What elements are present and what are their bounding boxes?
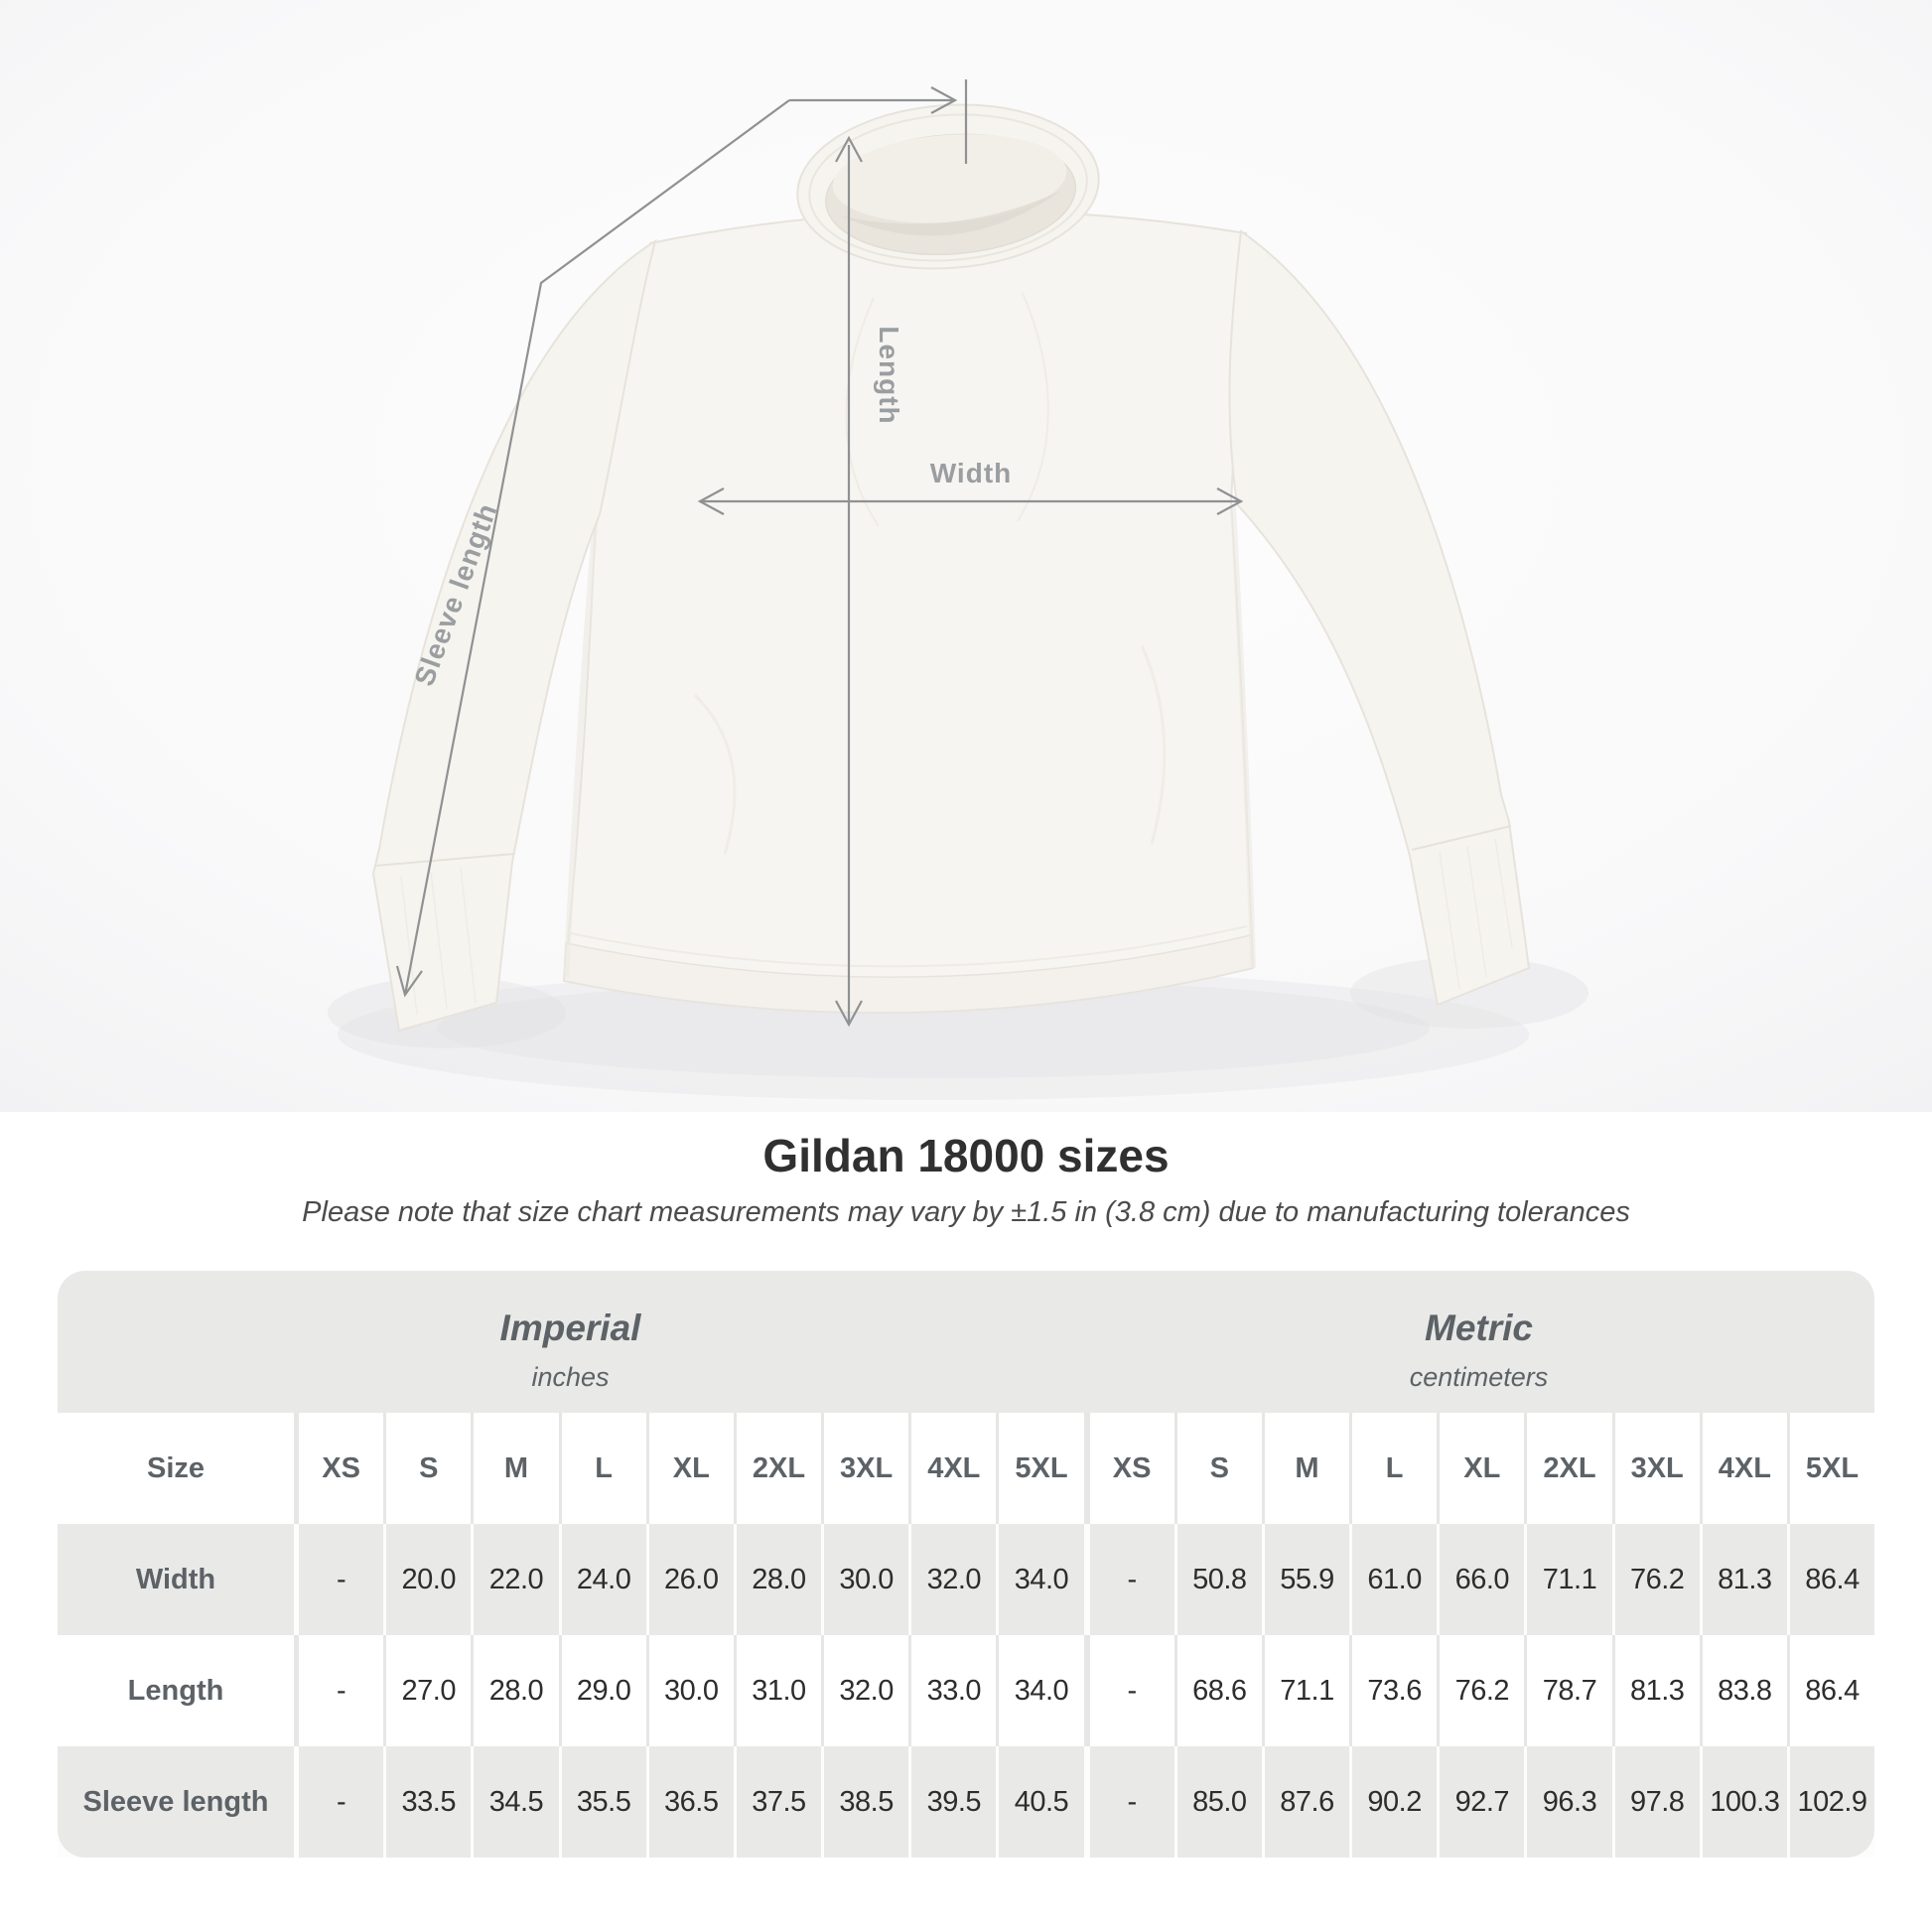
table-cell: 38.5 bbox=[824, 1746, 908, 1858]
table-cell: - bbox=[1090, 1524, 1174, 1635]
heading-section bbox=[0, 1130, 1932, 1229]
size-table bbox=[58, 1271, 1874, 1858]
size-header: 4XL bbox=[1703, 1413, 1787, 1524]
unit-band bbox=[58, 1271, 1874, 1413]
size-header: 3XL bbox=[1615, 1413, 1700, 1524]
table-row-width bbox=[58, 1524, 1874, 1635]
table-cell: 34.5 bbox=[474, 1746, 558, 1858]
row-label: Width bbox=[58, 1524, 294, 1635]
table-cell: 34.0 bbox=[999, 1524, 1083, 1635]
size-header: 4XL bbox=[911, 1413, 996, 1524]
size-header: XS bbox=[299, 1413, 383, 1524]
table-cell: 73.6 bbox=[1352, 1635, 1437, 1746]
table-cell: 100.3 bbox=[1703, 1746, 1787, 1858]
size-header: 3XL bbox=[824, 1413, 908, 1524]
size-header: M bbox=[474, 1413, 558, 1524]
table-cell: - bbox=[1090, 1746, 1174, 1858]
table-cell: 33.0 bbox=[911, 1635, 996, 1746]
size-header: M bbox=[1265, 1413, 1349, 1524]
table-cell: 86.4 bbox=[1790, 1524, 1874, 1635]
size-header: 2XL bbox=[737, 1413, 821, 1524]
table-cell: - bbox=[1090, 1635, 1174, 1746]
table-cell: 83.8 bbox=[1703, 1635, 1787, 1746]
width-label: Width bbox=[929, 458, 1013, 488]
metric-unit: centimeters bbox=[1409, 1362, 1549, 1392]
row-label: Sleeve length bbox=[58, 1746, 294, 1858]
table-cell: 26.0 bbox=[649, 1524, 734, 1635]
table-cell: 32.0 bbox=[824, 1635, 908, 1746]
table-cell: 66.0 bbox=[1440, 1524, 1524, 1635]
size-corner-header: Size bbox=[58, 1413, 294, 1524]
table-cell: 39.5 bbox=[911, 1746, 996, 1858]
table-cell: 30.0 bbox=[824, 1524, 908, 1635]
size-header: L bbox=[562, 1413, 646, 1524]
table-cell: 96.3 bbox=[1527, 1746, 1611, 1858]
table-cell: - bbox=[299, 1746, 383, 1858]
table-cell: 81.3 bbox=[1615, 1635, 1700, 1746]
table-cell: 36.5 bbox=[649, 1746, 734, 1858]
table-cell: 71.1 bbox=[1265, 1635, 1349, 1746]
size-header: 5XL bbox=[999, 1413, 1083, 1524]
table-row-length bbox=[58, 1635, 1874, 1746]
table-row-sleeve-length bbox=[58, 1746, 1874, 1858]
table-cell: 34.0 bbox=[999, 1635, 1083, 1746]
table-cell: 85.0 bbox=[1177, 1746, 1262, 1858]
row-label: Length bbox=[58, 1635, 294, 1746]
table-cell: - bbox=[299, 1524, 383, 1635]
size-header: XS bbox=[1090, 1413, 1174, 1524]
table-cell: 28.0 bbox=[737, 1524, 821, 1635]
table-cell: 87.6 bbox=[1265, 1746, 1349, 1858]
sweatshirt-body bbox=[564, 210, 1253, 1013]
size-header: XL bbox=[649, 1413, 734, 1524]
table-cell: 78.7 bbox=[1527, 1635, 1611, 1746]
size-header: S bbox=[1177, 1413, 1262, 1524]
table-cell: 97.8 bbox=[1615, 1746, 1700, 1858]
table-cell: 71.1 bbox=[1527, 1524, 1611, 1635]
table-cell: 86.4 bbox=[1790, 1635, 1874, 1746]
table-cell: 76.2 bbox=[1615, 1524, 1700, 1635]
table-cell: 28.0 bbox=[474, 1635, 558, 1746]
imperial-section-header bbox=[58, 1271, 1083, 1413]
table-cell: 37.5 bbox=[737, 1746, 821, 1858]
table-cell: 40.5 bbox=[999, 1746, 1083, 1858]
table-cell: 33.5 bbox=[386, 1746, 471, 1858]
table-cell: 31.0 bbox=[737, 1635, 821, 1746]
metric-section-header bbox=[1083, 1271, 1874, 1413]
table-cell: 81.3 bbox=[1703, 1524, 1787, 1635]
size-header: L bbox=[1352, 1413, 1437, 1524]
table-cell: 35.5 bbox=[562, 1746, 646, 1858]
tolerance-note: Please note that size chart measurements may vary by ±1.5 in (3.8 cm) due to manufacturing tolerances bbox=[302, 1196, 1630, 1228]
table-cell: 102.9 bbox=[1790, 1746, 1874, 1858]
table-cell: 30.0 bbox=[649, 1635, 734, 1746]
table-cell: 55.9 bbox=[1265, 1524, 1349, 1635]
table-cell: 50.8 bbox=[1177, 1524, 1262, 1635]
length-label: Length bbox=[874, 326, 904, 425]
imperial-unit: inches bbox=[531, 1362, 610, 1392]
size-header: XL bbox=[1440, 1413, 1524, 1524]
table-cell: 32.0 bbox=[911, 1524, 996, 1635]
metric-title: Metric bbox=[1425, 1308, 1533, 1348]
table-cell: 68.6 bbox=[1177, 1635, 1262, 1746]
table-cell: 22.0 bbox=[474, 1524, 558, 1635]
size-header: 5XL bbox=[1790, 1413, 1874, 1524]
sleeve-length-label: Sleeve length bbox=[408, 498, 503, 690]
table-cell: 92.7 bbox=[1440, 1746, 1524, 1858]
table-cell: - bbox=[299, 1635, 383, 1746]
table-cell: 90.2 bbox=[1352, 1746, 1437, 1858]
size-header: 2XL bbox=[1527, 1413, 1611, 1524]
table-cell: 61.0 bbox=[1352, 1524, 1437, 1635]
page-title: Gildan 18000 sizes bbox=[762, 1130, 1170, 1181]
table-cell: 20.0 bbox=[386, 1524, 471, 1635]
table-header-row bbox=[58, 1413, 1874, 1524]
table-cell: 27.0 bbox=[386, 1635, 471, 1746]
table-cell: 24.0 bbox=[562, 1524, 646, 1635]
table-cell: 76.2 bbox=[1440, 1635, 1524, 1746]
table-cell: 29.0 bbox=[562, 1635, 646, 1746]
size-header: S bbox=[386, 1413, 471, 1524]
imperial-title: Imperial bbox=[499, 1308, 641, 1348]
